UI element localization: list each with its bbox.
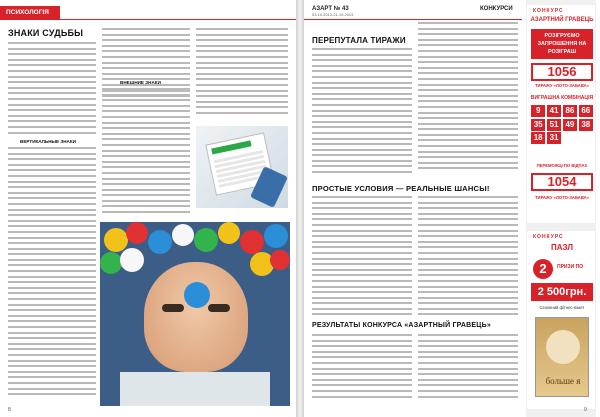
winning-number: 9 (531, 105, 545, 117)
winning-number: 31 (547, 132, 561, 144)
caption-3: ПЕРЕМОЖЦІ ПО ВІДПАХ (536, 163, 588, 168)
winning-number: 38 (579, 119, 593, 131)
column-3-text (196, 28, 288, 120)
headline-tirages: ПЕРЕПУТАЛА ТИРАЖИ (312, 36, 406, 45)
header-rule (0, 19, 296, 20)
draw-number-1: 1056 (531, 63, 593, 81)
winning-number: 18 (531, 132, 545, 144)
right-eye (208, 304, 230, 312)
prize-word: ПРИЗИ ПО (557, 264, 584, 270)
ball-on-forehead (184, 282, 210, 308)
issue-date: 03.10.2013-21.10.2013 (312, 12, 354, 17)
book-cover (535, 317, 589, 397)
caption-4: ТИРАЖУ «ЛОТО-ЗАБАВА» (535, 195, 589, 200)
right-col-2-text-2 (418, 196, 518, 318)
prize-count: 2 (533, 259, 553, 279)
sidebar (526, 0, 596, 417)
lottery-balls-photo (100, 222, 290, 406)
contest-tag: КОНКУРС (533, 8, 564, 14)
right-col-2-text (418, 22, 518, 178)
right-col-2-text-3 (418, 334, 518, 404)
winning-number: 49 (563, 119, 577, 131)
winning-number: 86 (563, 105, 577, 117)
section-label-right: КОНКУРСИ (480, 6, 513, 12)
book-illustration (546, 330, 580, 364)
puzzle-card (526, 230, 596, 410)
puzzle-title: ПАЗЛ (551, 243, 573, 252)
winning-number: 51 (547, 119, 561, 131)
winning-number: 41 (547, 105, 561, 117)
winning-number: 35 (531, 119, 545, 131)
subhead-vertical: ВЕРТИКАЛЬНЫЕ ЗНАКИ (20, 139, 76, 144)
headline-conditions: ПРОСТЫЕ УСЛОВИЯ — РЕАЛЬНЫЕ ШАНСЫ! (312, 184, 490, 193)
left-eye (162, 304, 184, 312)
article-headline: ЗНАКИ СУДЬБЫ (8, 28, 84, 38)
headline-results: РЕЗУЛЬТАТЫ КОНКУРСА «АЗАРТНЫЙ ГРАВЕЦЬ» (312, 322, 491, 329)
winning-number: 66 (579, 105, 593, 117)
header-rule-right (304, 19, 522, 20)
winning-numbers-grid (531, 105, 593, 144)
contest-title: АЗАРТНИЙ ГРАВЕЦЬ (530, 17, 594, 23)
lottery-ticket-photo (196, 126, 288, 208)
subhead-external: ВНЕШНИЕ ЗНАКИ (120, 80, 161, 85)
book-title: больше я (545, 376, 581, 386)
column-1-text (8, 42, 96, 138)
page-gutter (296, 0, 304, 417)
issue-label: АЗАРТ № 43 (312, 6, 349, 12)
caption-2: ВИГРАШНА КОМБІНАЦІЯ (530, 95, 594, 101)
man-face (144, 262, 248, 372)
contest-card (526, 4, 596, 224)
draw-number-2: 1054 (531, 173, 593, 191)
page-number-left: 8 (8, 407, 11, 413)
column-2-text-2 (102, 88, 190, 218)
prize-amount: 2 500грн. (531, 283, 593, 301)
right-col-1-text (312, 48, 412, 178)
shirt (120, 372, 270, 406)
prize-footer: Сезонний фітнес-пакет (539, 305, 585, 310)
right-col-1-text-3 (312, 334, 412, 404)
right-page (304, 0, 600, 417)
page-number-right: 9 (584, 407, 587, 413)
left-page (0, 0, 296, 417)
caption-1: ТИРАЖУ «ЛОТО-ЗАБАВА» (535, 83, 589, 88)
column-1-text-2 (8, 147, 96, 402)
contest-banner: РОЗІГРУЄМО ЗАПРОШЕННЯ НА РОЗІГРАШ (531, 29, 593, 59)
puzzle-tag: КОНКУРС (533, 234, 564, 240)
right-col-1-text-2 (312, 196, 412, 318)
section-label: ПСИХОЛОГІЯ ГРИ (0, 6, 60, 19)
